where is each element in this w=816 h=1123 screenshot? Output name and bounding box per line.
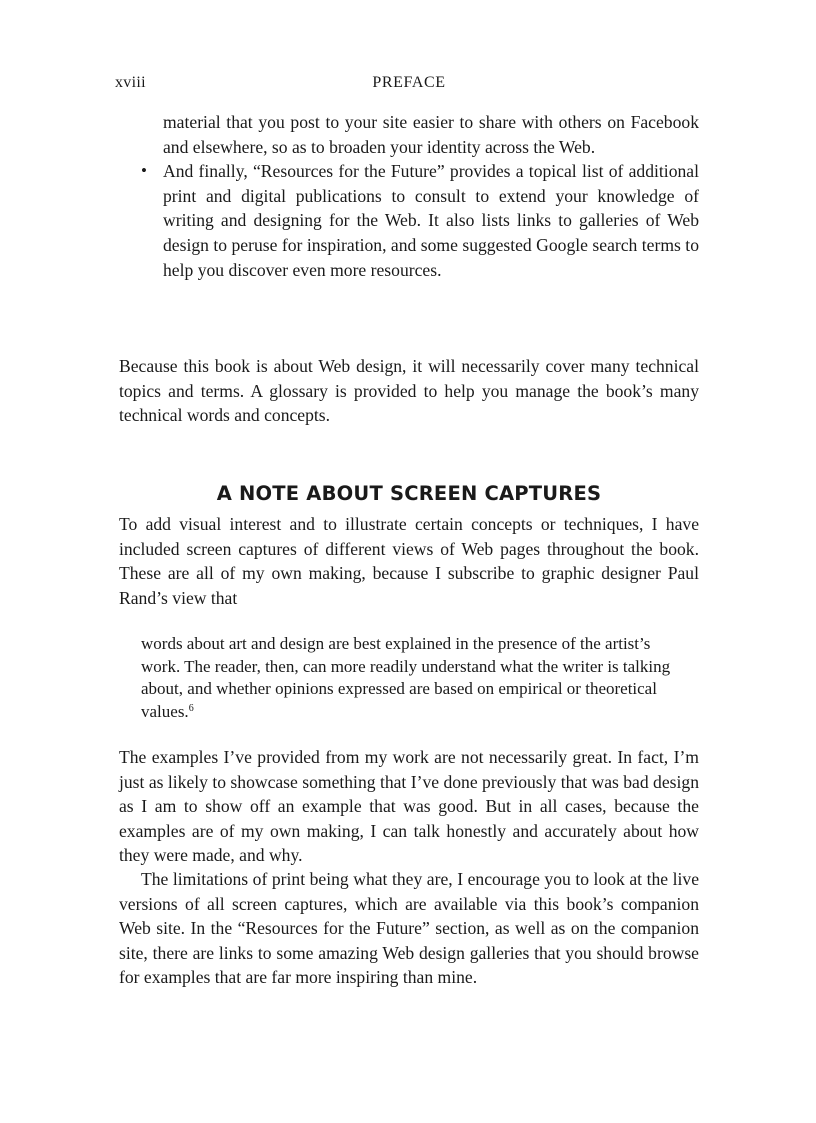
bullet-item bbox=[141, 159, 699, 282]
block-quote bbox=[141, 633, 677, 723]
footnote-reference: 6 bbox=[188, 702, 194, 714]
paragraph-examples: The examples I’ve provided from my work are not necessarily great. In fact, I’m just as likely to showcase something that I’ve done previously that was bad design as I am to show off an example that was good. But in all cases, because the examples are of my own making, I can talk honestly and accurately about how they were made, and why. bbox=[119, 747, 699, 866]
paragraph-glossary: Because this book is about Web design, it will necessarily cover many technical topics and terms. A glossary is provided to help you manage the book’s many technical words and concepts. bbox=[119, 356, 699, 426]
paragraph-intro: To add visual interest and to illustrate certain concepts or techniques, I have included screen captures of different views of Web pages throughout the book. These are all of my own making, because I subscribe to graphic designer Paul Rand’s view that bbox=[119, 514, 699, 608]
bullet-item-text: And finally, “Resources for the Future” provides a topical list of additional print and digital publications to consult to extend your knowledge of writing and designing for the Web. It also lists links to galleries of Web design to peruse for inspiration, and some suggested Google search terms to help you discover even more resources. bbox=[163, 161, 699, 280]
running-head bbox=[115, 74, 699, 98]
block-quote-text: words about art and design are best explained in the presence of the artist’s work. The reader, then, can more readily understand what the writer is talking about, and whether opinions expressed are based on empirical or theoretical values. bbox=[141, 634, 671, 721]
bullet-list bbox=[141, 110, 699, 282]
running-head-section: PREFACE bbox=[372, 74, 446, 91]
bullet-continuation-text: material that you post to your site easier to share with others on Facebook and elsewhere, so as to broaden your identity across the Web. bbox=[163, 112, 699, 157]
section-heading: A NOTE ABOUT SCREEN CAPTURES bbox=[216, 482, 602, 505]
bullet-icon: • bbox=[141, 161, 147, 181]
page-number: xviii bbox=[115, 74, 146, 91]
paragraph-limitations: The limitations of print being what they are, I encourage you to look at the live versions of all screen captures, which are available via this book’s companion Web site. In the “Resources for the Future” section, as well as on the companion site, there are links to some amazing Web design galleries that you should browse for examples that are far more inspiring than mine. bbox=[119, 869, 699, 988]
